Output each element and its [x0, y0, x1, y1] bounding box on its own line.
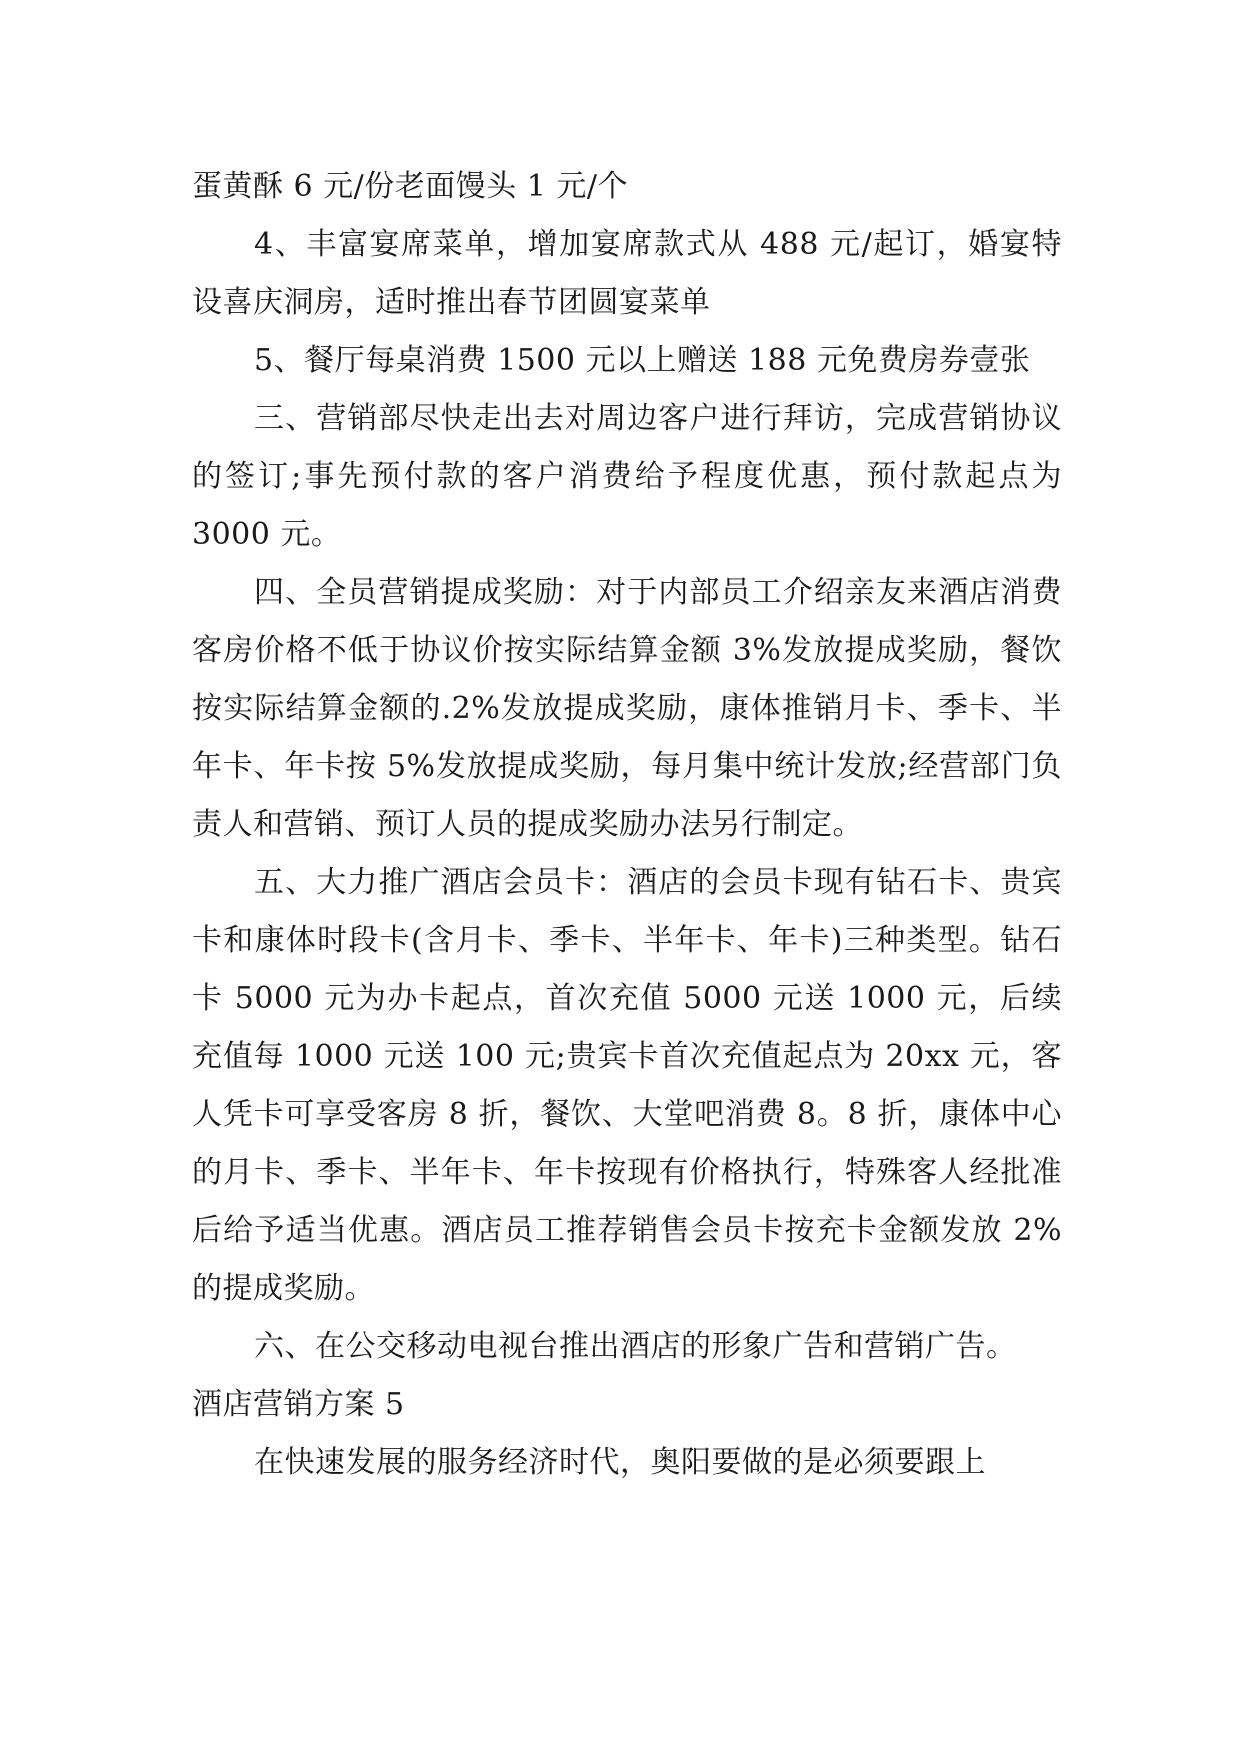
paragraph-member-cards: 五、大力推广酒店会员卡：酒店的会员卡现有钻石卡、贵宾卡和康体时段卡(含月卡、季卡、半年卡、年卡)三种类型。钻石卡 5000 元为办卡起点，首次充值 5000 元送 1000 元，后续充值每 1000 元送 100 元;贵宾卡首次充值起点为 20xx 元，客人凭卡可享受客房 8 折，餐饮、大堂吧消费 8。8 折，康体中心的月卡、季卡、半年卡、年卡按现有价格执行，特殊客人经批准后给予适当优惠。酒店员工推荐销售会员卡按充卡金额发放 2%的提成奖励。: [192, 865, 1062, 1306]
paragraph-pastry-prices: 蛋黄酥 6 元/份老面馒头 1 元/个: [192, 169, 629, 204]
section-heading-plan-5: 酒店营销方案 5: [192, 1387, 405, 1422]
paragraph-restaurant-voucher: 5、餐厅每桌消费 1500 元以上赠送 188 元免费房券壹张: [254, 343, 1031, 378]
paragraph-banquet-menu: 4、丰富宴席菜单，增加宴席款式从 488 元/起订，婚宴特设喜庆洞房，适时推出春节团圆宴菜单: [192, 227, 1062, 320]
paragraph-staff-commission: 四、全员营销提成奖励：对于内部员工介绍亲友来酒店消费客房价格不低于协议价按实际结算金额 3%发放提成奖励，餐饮按实际结算金额的.2%发放提成奖励，康体推销月卡、季卡、半年卡、年卡按 5%发放提成奖励，每月集中统计发放;经营部门负责人和营销、预订人员的提成奖励办法另行制定。: [192, 575, 1062, 842]
paragraph-sales-visits: 三、营销部尽快走出去对周边客户进行拜访，完成营销协议的签订;事先预付款的客户消费给予程度优惠，预付款起点为 3000 元。: [192, 401, 1062, 552]
document-body: [192, 158, 1062, 1492]
paragraph-tv-advertising: 六、在公交移动电视台推出酒店的形象广告和营销广告。: [254, 1329, 1017, 1364]
paragraph-service-economy: 在快速发展的服务经济时代，奥阳要做的是必须要跟上: [254, 1445, 986, 1480]
